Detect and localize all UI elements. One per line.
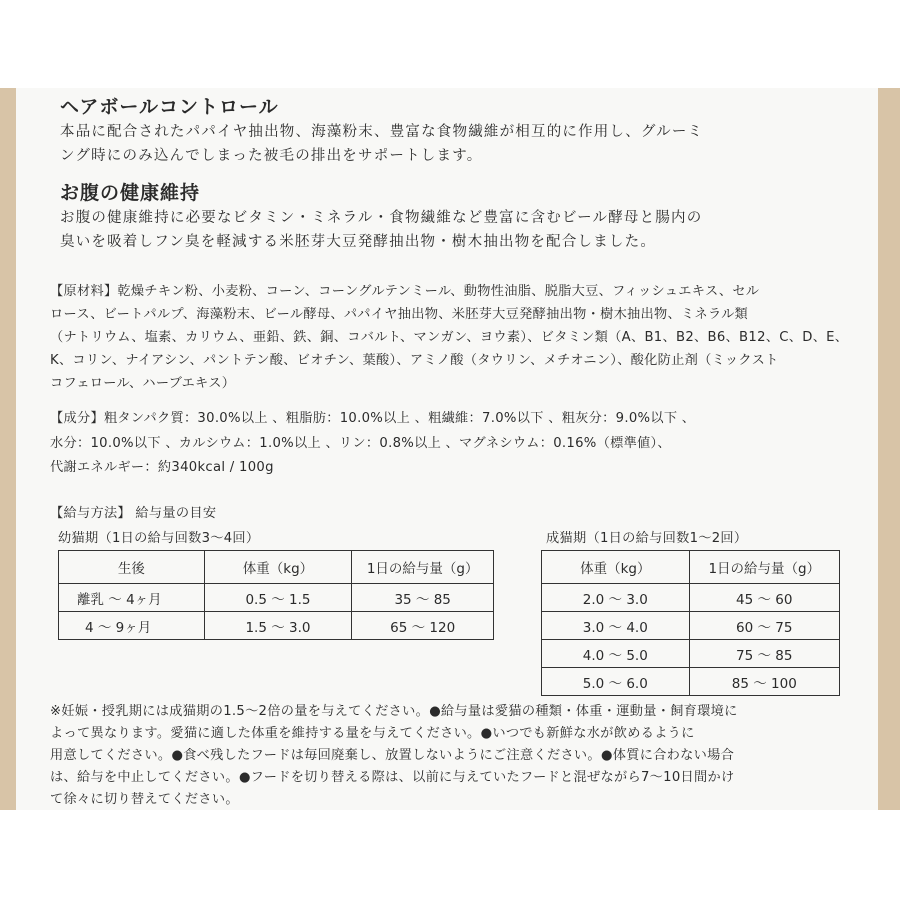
ingredients-line-2: ロース、ビートパルプ、海藻粉末、ビール酵母、パパイヤ抽出物、米胚芽大豆発酵抽出物・樹木抽出物、ミネラル類 — [50, 307, 749, 322]
table-row — [59, 612, 494, 640]
adult-row-1-weight: 2.0 ～ 3.0 — [542, 584, 690, 612]
kitten-header-age: 生後 — [59, 551, 205, 584]
kitten-caption: 幼猫期（1日の給与回数3～4回） — [58, 531, 260, 546]
composition-line-3: 代謝エネルギー：約340kcal / 100g — [50, 460, 274, 475]
ingredients-line-4: K、コリン、ナイアシン、パントテン酸、ビオチン、葉酸）、アミノ酸（タウリン、メチオニン）、酸化防止剤（ミックスト — [50, 353, 779, 368]
kitten-row-2-amount: 65 ～ 120 — [352, 612, 494, 640]
notes-line-1: ※妊娠・授乳期には成猫期の1.5～2倍の量を与えてください。●給与量は愛猫の種類・体重・運動量・飼育環境に — [50, 704, 738, 719]
adult-row-3-amount: 75 ～ 85 — [689, 640, 839, 668]
notes-line-2: よって異なります。愛猫に適した体重を維持する量を与えてください。●いつでも新鮮な水が飲めるように — [50, 726, 695, 741]
adult-header-weight: 体重（kg） — [542, 551, 690, 584]
notes-line-4: は、給与を中止してください。●フードを切り替える際は、以前に与えていたフードと混ぜながら7～10日間かけ — [50, 770, 735, 785]
feeding-heading: 【給与方法】 給与量の目安 — [50, 506, 217, 521]
composition-line-1: 【成分】粗タンパク質：30.0%以上 、粗脂肪：10.0%以上 、粗繊維：7.0%以下 、粗灰分：9.0%以下 、 — [50, 411, 696, 426]
adult-row-4-amount: 85 ～ 100 — [689, 668, 839, 696]
adult-row-2-amount: 60 ～ 75 — [689, 612, 839, 640]
belly-title: お腹の健康維持 — [60, 182, 201, 204]
composition-line-2: 水分：10.0%以下 、カルシウム：1.0%以上 、リン：0.8%以上 、マグネシウム：0.16%（標準値）、 — [50, 436, 671, 451]
adult-row-2-weight: 3.0 ～ 4.0 — [542, 612, 690, 640]
package-edge-right — [878, 88, 900, 810]
table-row — [542, 612, 840, 640]
hairball-line-1: 本品に配合されたパパイヤ抽出物、海藻粉末、豊富な食物繊維が相互的に作用し、グルーミ — [60, 124, 704, 140]
ingredients-line-5: コフェロール、ハーブエキス） — [50, 376, 236, 391]
kitten-row-1-amount: 35 ～ 85 — [352, 584, 494, 612]
adult-header-amount: 1日の給与量（g） — [689, 551, 839, 584]
table-row — [542, 668, 840, 696]
notes-line-3: 用意してください。●食べ残したフードは毎回廃棄し、放置しないようにご注意ください。●体質に合わない場合 — [50, 748, 735, 763]
adult-row-4-weight: 5.0 ～ 6.0 — [542, 668, 690, 696]
table-row — [542, 640, 840, 668]
hairball-line-2: ング時にのみ込んでしまった被毛の排出をサポートします。 — [60, 148, 483, 164]
adult-row-3-weight: 4.0 ～ 5.0 — [542, 640, 690, 668]
notes-line-5: て徐々に切り替えてください。 — [50, 792, 239, 807]
belly-line-1: お腹の健康維持に必要なビタミン・ミネラル・食物繊維など豊富に含むビール酵母と腸内の — [60, 210, 703, 226]
table-header-row — [542, 551, 840, 584]
kitten-row-2-age: 4 ～ 9ヶ月 — [59, 612, 205, 640]
table-header-row — [59, 551, 494, 584]
ingredients-line-3: （ナトリウム、塩素、カリウム、亜鉛、鉄、銅、コバルト、マンガン、ヨウ素）、ビタミン類（A、B1、B2、B6、B12、C、D、E、 — [50, 330, 849, 345]
kitten-row-2-weight: 1.5 ～ 3.0 — [204, 612, 352, 640]
adult-row-1-amount: 45 ～ 60 — [689, 584, 839, 612]
kitten-row-1-age: 離乳 ～ 4ヶ月 — [59, 584, 205, 612]
kitten-row-1-weight: 0.5 ～ 1.5 — [204, 584, 352, 612]
hairball-title: ヘアボールコントロール — [60, 96, 279, 118]
adult-feeding-table — [541, 550, 840, 696]
adult-caption: 成猫期（1日の給与回数1～2回） — [546, 531, 748, 546]
table-row — [542, 584, 840, 612]
ingredients-line-1: 【原材料】乾燥チキン粉、小麦粉、コーン、コーングルテンミール、動物性油脂、脱脂大豆、フィッシュエキス、セル — [50, 284, 760, 299]
package-edge-left — [0, 88, 16, 810]
table-row — [59, 584, 494, 612]
kitten-feeding-table — [58, 550, 494, 640]
kitten-header-amount: 1日の給与量（g） — [352, 551, 494, 584]
belly-line-2: 臭いを吸着しフン臭を軽減する米胚芽大豆発酵抽出物・樹木抽出物を配合しました。 — [60, 234, 657, 250]
kitten-header-weight: 体重（kg） — [204, 551, 352, 584]
